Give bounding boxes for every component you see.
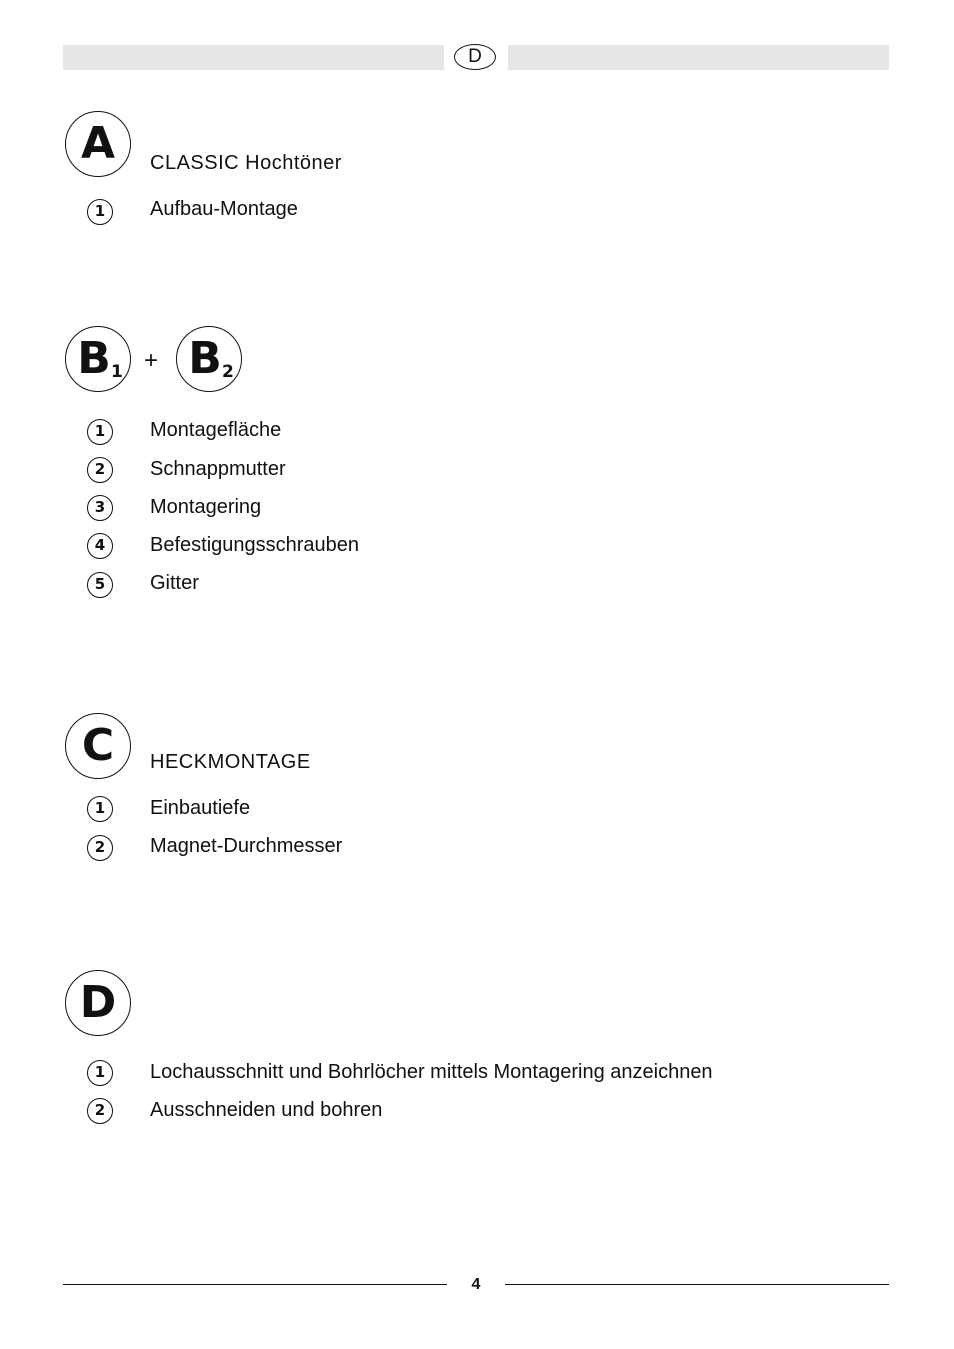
section-b-item-3-label: Montagering <box>150 496 262 518</box>
section-d-item-2-number: 2 <box>87 1098 113 1124</box>
section-b-item-5-label: Gitter <box>150 572 199 594</box>
section-c-title: HECKMONTAGE <box>150 751 311 773</box>
section-c-item-1-number: 1 <box>87 796 113 822</box>
section-c-item-2-label: Magnet-Durchmesser <box>150 835 343 857</box>
footer-rule-left <box>63 1284 447 1285</box>
section-d-item-1-label: Lochausschnitt und Bohrlöcher mittels Montagering anzeichnen <box>150 1061 713 1083</box>
section-b-item-1-number: 1 <box>87 419 113 445</box>
section-d-badge <box>65 970 131 1036</box>
section-a-item-1-number: 1 <box>87 199 113 225</box>
section-a-badge <box>65 111 131 177</box>
section-a-item-1-label: Aufbau-Montage <box>150 198 298 220</box>
section-b-item-5-number: 5 <box>87 572 113 598</box>
section-c-item-2-number: 2 <box>87 835 113 861</box>
language-badge: D <box>454 44 496 70</box>
plus-sign: + <box>144 347 159 374</box>
section-b2-badge <box>176 326 242 392</box>
section-b-item-1-label: Montagefläche <box>150 419 282 441</box>
section-b-item-4-number: 4 <box>87 533 113 559</box>
section-c-badge <box>65 713 131 779</box>
section-b-item-4-label: Befestigungsschrauben <box>150 534 360 556</box>
section-c-letter: C <box>81 720 115 771</box>
section-b1-letter: B <box>77 333 111 384</box>
section-a-title: CLASSIC Hochtöner <box>150 152 342 174</box>
section-d-letter: D <box>79 977 117 1028</box>
section-b1-subscript: 1 <box>111 362 123 382</box>
section-a-letter: A <box>80 118 116 169</box>
section-c-item-1-label: Einbautiefe <box>150 797 251 819</box>
section-b1-badge <box>65 326 131 392</box>
section-d-item-2-label: Ausschneiden und bohren <box>150 1099 383 1121</box>
section-b-item-2-number: 2 <box>87 457 113 483</box>
section-b-item-2-label: Schnappmutter <box>150 458 286 480</box>
section-b-item-3-number: 3 <box>87 495 113 521</box>
page-number: 4 <box>471 1276 481 1293</box>
section-b2-letter: B <box>188 333 222 384</box>
section-d-item-1-number: 1 <box>87 1060 113 1086</box>
footer-rule-right <box>505 1284 889 1285</box>
section-b2-subscript: 2 <box>222 362 234 382</box>
